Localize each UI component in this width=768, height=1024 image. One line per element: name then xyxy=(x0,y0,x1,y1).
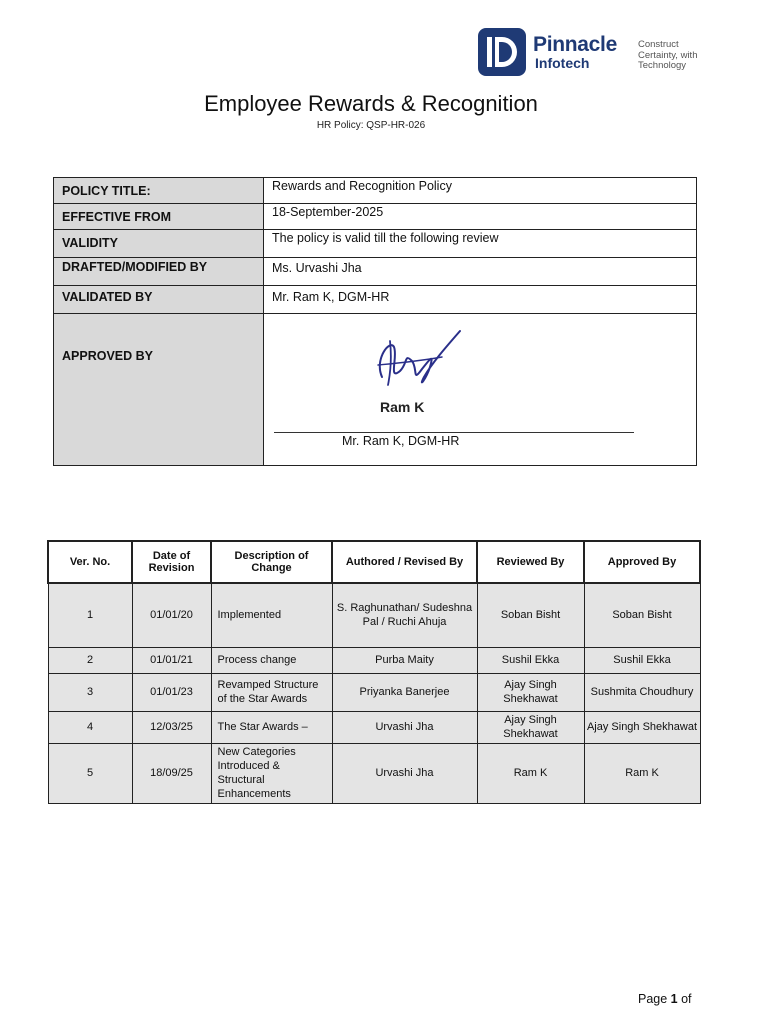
policy-label: VALIDITY xyxy=(54,230,264,258)
signature-name: Ram K xyxy=(380,399,425,415)
table-cell: 4 xyxy=(48,711,132,743)
pinnacle-logo-icon xyxy=(478,28,526,76)
table-cell: Ajay Singh Shekhawat xyxy=(477,673,584,711)
table-row xyxy=(48,673,700,711)
table-row xyxy=(48,743,700,803)
table-cell: Ram K xyxy=(477,743,584,803)
table-cell: 3 xyxy=(48,673,132,711)
approval-row xyxy=(54,314,697,466)
table-row xyxy=(48,583,700,647)
table-cell: Priyanka Banerjee xyxy=(332,673,477,711)
policy-label: DRAFTED/MODIFIED BY xyxy=(54,258,264,286)
table-cell: Ajay Singh Shekhawat xyxy=(477,711,584,743)
policy-info-table xyxy=(53,177,697,466)
column-header: Reviewed By xyxy=(477,541,584,583)
table-cell: Purba Maity xyxy=(332,647,477,673)
table-row xyxy=(48,647,700,673)
table-cell: Sushil Ekka xyxy=(584,647,700,673)
approved-by-label: APPROVED BY xyxy=(54,314,264,466)
table-cell: Soban Bisht xyxy=(477,583,584,647)
logo-tagline-line: Certainty, with xyxy=(638,49,698,61)
table-cell: Sushmita Choudhury xyxy=(584,673,700,711)
table-cell: Ajay Singh Shekhawat xyxy=(584,711,700,743)
logo-tagline-line: Construct xyxy=(638,39,679,50)
table-cell: S. Raghunathan/ Sudeshna Pal / Ruchi Ahuja xyxy=(332,583,477,647)
policy-value: Ms. Urvashi Jha xyxy=(264,258,697,286)
table-cell: 01/01/20 xyxy=(132,583,211,647)
policy-value: Mr. Ram K, DGM-HR xyxy=(264,286,697,314)
policy-row xyxy=(54,230,697,258)
approver-caption: Mr. Ram K, DGM-HR xyxy=(342,434,460,448)
revision-header-row xyxy=(48,541,700,583)
column-header: Ver. No. xyxy=(48,541,132,583)
policy-value: 18-September-2025 xyxy=(264,204,697,230)
column-header: Description of Change xyxy=(211,541,332,583)
table-cell: Urvashi Jha xyxy=(332,743,477,803)
table-cell: 2 xyxy=(48,647,132,673)
company-logo xyxy=(478,28,718,78)
page-number: 1 xyxy=(670,992,678,1006)
table-cell: 12/03/25 xyxy=(132,711,211,743)
table-cell: Revamped Structure of the Star Awards xyxy=(211,673,332,711)
policy-label: POLICY TITLE: xyxy=(54,178,264,204)
table-row xyxy=(48,711,700,743)
table-cell: New Categories Introduced & Structural Enhancements xyxy=(211,743,332,803)
logo-tagline-line: Technology xyxy=(638,60,687,71)
logo-name: Pinnacle xyxy=(533,33,617,56)
table-cell: Ram K xyxy=(584,743,700,803)
policy-label: VALIDATED BY xyxy=(54,286,264,314)
table-cell: Sushil Ekka xyxy=(477,647,584,673)
column-header: Date of Revision xyxy=(132,541,211,583)
table-cell: Implemented xyxy=(211,583,332,647)
revision-history-table xyxy=(47,540,701,804)
footer-prefix: Page xyxy=(638,992,671,1006)
table-cell: The Star Awards – xyxy=(211,711,332,743)
signature-line xyxy=(274,432,634,433)
table-cell: 01/01/21 xyxy=(132,647,211,673)
table-cell: Process change xyxy=(211,647,332,673)
policy-value: Rewards and Recognition Policy xyxy=(264,178,697,204)
page-footer xyxy=(638,992,692,1006)
policy-row xyxy=(54,204,697,230)
document-title: Employee Rewards & Recognition xyxy=(204,91,538,116)
policy-value: The policy is valid till the following review xyxy=(264,230,697,258)
table-cell: 1 xyxy=(48,583,132,647)
policy-row xyxy=(54,286,697,314)
column-header: Authored / Revised By xyxy=(332,541,477,583)
signature-cell xyxy=(264,314,697,466)
table-cell: 5 xyxy=(48,743,132,803)
logo-sub: Infotech xyxy=(535,55,590,71)
footer-suffix: of xyxy=(677,992,692,1006)
table-cell: Urvashi Jha xyxy=(332,711,477,743)
logo-tagline xyxy=(638,40,718,72)
document-subtitle: HR Policy: QSP-HR-026 xyxy=(316,120,426,131)
table-cell: Soban Bisht xyxy=(584,583,700,647)
policy-row xyxy=(54,178,697,204)
policy-label: EFFECTIVE FROM xyxy=(54,204,264,230)
table-cell: 18/09/25 xyxy=(132,743,211,803)
column-header: Approved By xyxy=(584,541,700,583)
signature-scribble-icon xyxy=(360,319,480,399)
signature xyxy=(360,319,480,419)
table-cell: 01/01/23 xyxy=(132,673,211,711)
policy-row xyxy=(54,258,697,286)
